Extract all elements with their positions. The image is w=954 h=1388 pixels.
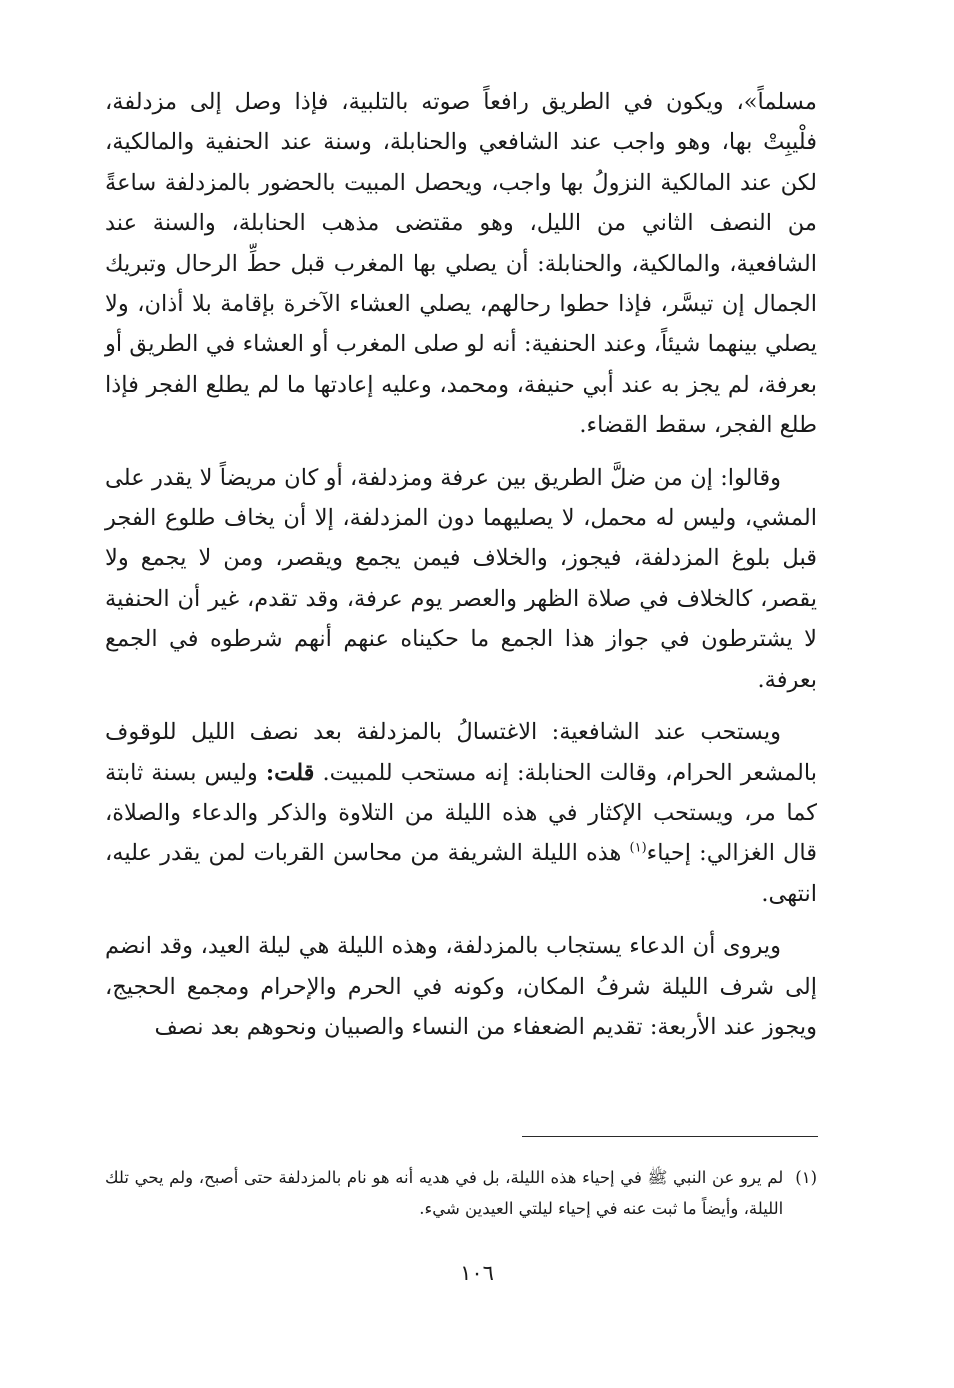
footnote-divider — [522, 1136, 818, 1137]
footnote-number: (١) — [795, 1168, 817, 1187]
paragraph-3-bold-word: قلت: — [265, 759, 315, 786]
page-number: ١٠٦ — [460, 1261, 494, 1285]
main-text — [105, 82, 817, 1059]
paragraph-3-part-1: ويستحب عند الشافعية: الاغتسالُ بالمزدلفة بعد نصف الليل للوقوف بالمشعر الحرام، وقالت الحنابلة: إنه مستحب للمبيت. — [105, 719, 818, 786]
paragraph-1: مسلماً»، ويكون في الطريق رافعاً صوته بالتلبية، فإذا وصل إلى مزدلفة، فلْيبِتْ بها، وهو واجب عند الشافعي والحنابلة، وسنة عند الحنفية والمالكية، لكن عند المالكية النزولُ بها واجب، ويحصل المبيت بالحضور بالمزدلفة ساعةً من النصف الثاني من الليل، وهو مقتضى مذهب الحنابلة، والسنة عند الشافعية، والمالكية، والحنابلة: أن يصلي بها المغرب قبل حطِّ الرحال وتبريك الجمال إن تيسَّر، فإذا حطوا رحالهم، يصلي العشاء الآخرة بإقامة بلا أذان، ولا يصلي بينهما شيئاً، وعند الحنفية: أنه لو صلى المغرب أو العشاء في الطريق أو بعرفة، لم يجز به عند أبي حنيفة، ومحمد، وعليه إعادتها ما لم يطلع الفجر فإذا طلع الفجر، سقط القضاء. — [105, 89, 818, 439]
paragraph-3 — [105, 712, 817, 914]
paragraph-4: ويروى أن الدعاء يستجاب بالمزدلفة، وهذه الليلة هي ليلة العيد، وقد انضم إلى شرف الليلة شرفُ المكان، وكونه في الحرم والإحرام ومجمع الحجيج، ويجوز عند الأربعة: تقديم الضعفاء من النساء والصبيان ونحوهم بعد نصف — [105, 933, 817, 1040]
paragraph-2: وقالوا: إن من ضلَّ الطريق بين عرفة ومزدلفة، أو كان مريضاً لا يقدر على المشي، وليس له محمل، لا يصليهما دون المزدلفة، إلا أن يخاف طلوع الفجر قبل بلوغ المزدلفة، فيجوز، والخلاف فيمن يجمع ويقصر، ومن لا يجمع ولا يقصر، كالخلاف في صلاة الظهر والعصر يوم عرفة، وقد تقدم، غير أن الحنفية لا يشترطون في جواز هذا الجمع ما حكيناه عنهم أنهم شرطوه في الجمع بعرفة. — [105, 464, 817, 693]
paragraph-3-part-2: وليس بسنة ثابتة كما مر، ويستحب الإكثار في هذه الليلة من التلاوة والذكر والدعاء والصلاة، قال الغزالي: إحياء — [105, 759, 817, 867]
footnote-reference[interactable]: (١) — [629, 840, 647, 856]
footnote — [105, 1162, 817, 1224]
paragraph-3-part-3: هذه الليلة الشريفة من محاسن القربات لمن يقدر عليه، انتهى. — [105, 840, 817, 907]
footnote-text: لم يرو عن النبي ﷺ في إحياء هذه الليلة، بل في هديه أنه هو نام بالمزدلفة حتى أصبح، ولم يحي تلك الليلة، وأيضاً ما ثبت عنه في إحياء ليلتي العيدين شيء. — [105, 1168, 784, 1218]
